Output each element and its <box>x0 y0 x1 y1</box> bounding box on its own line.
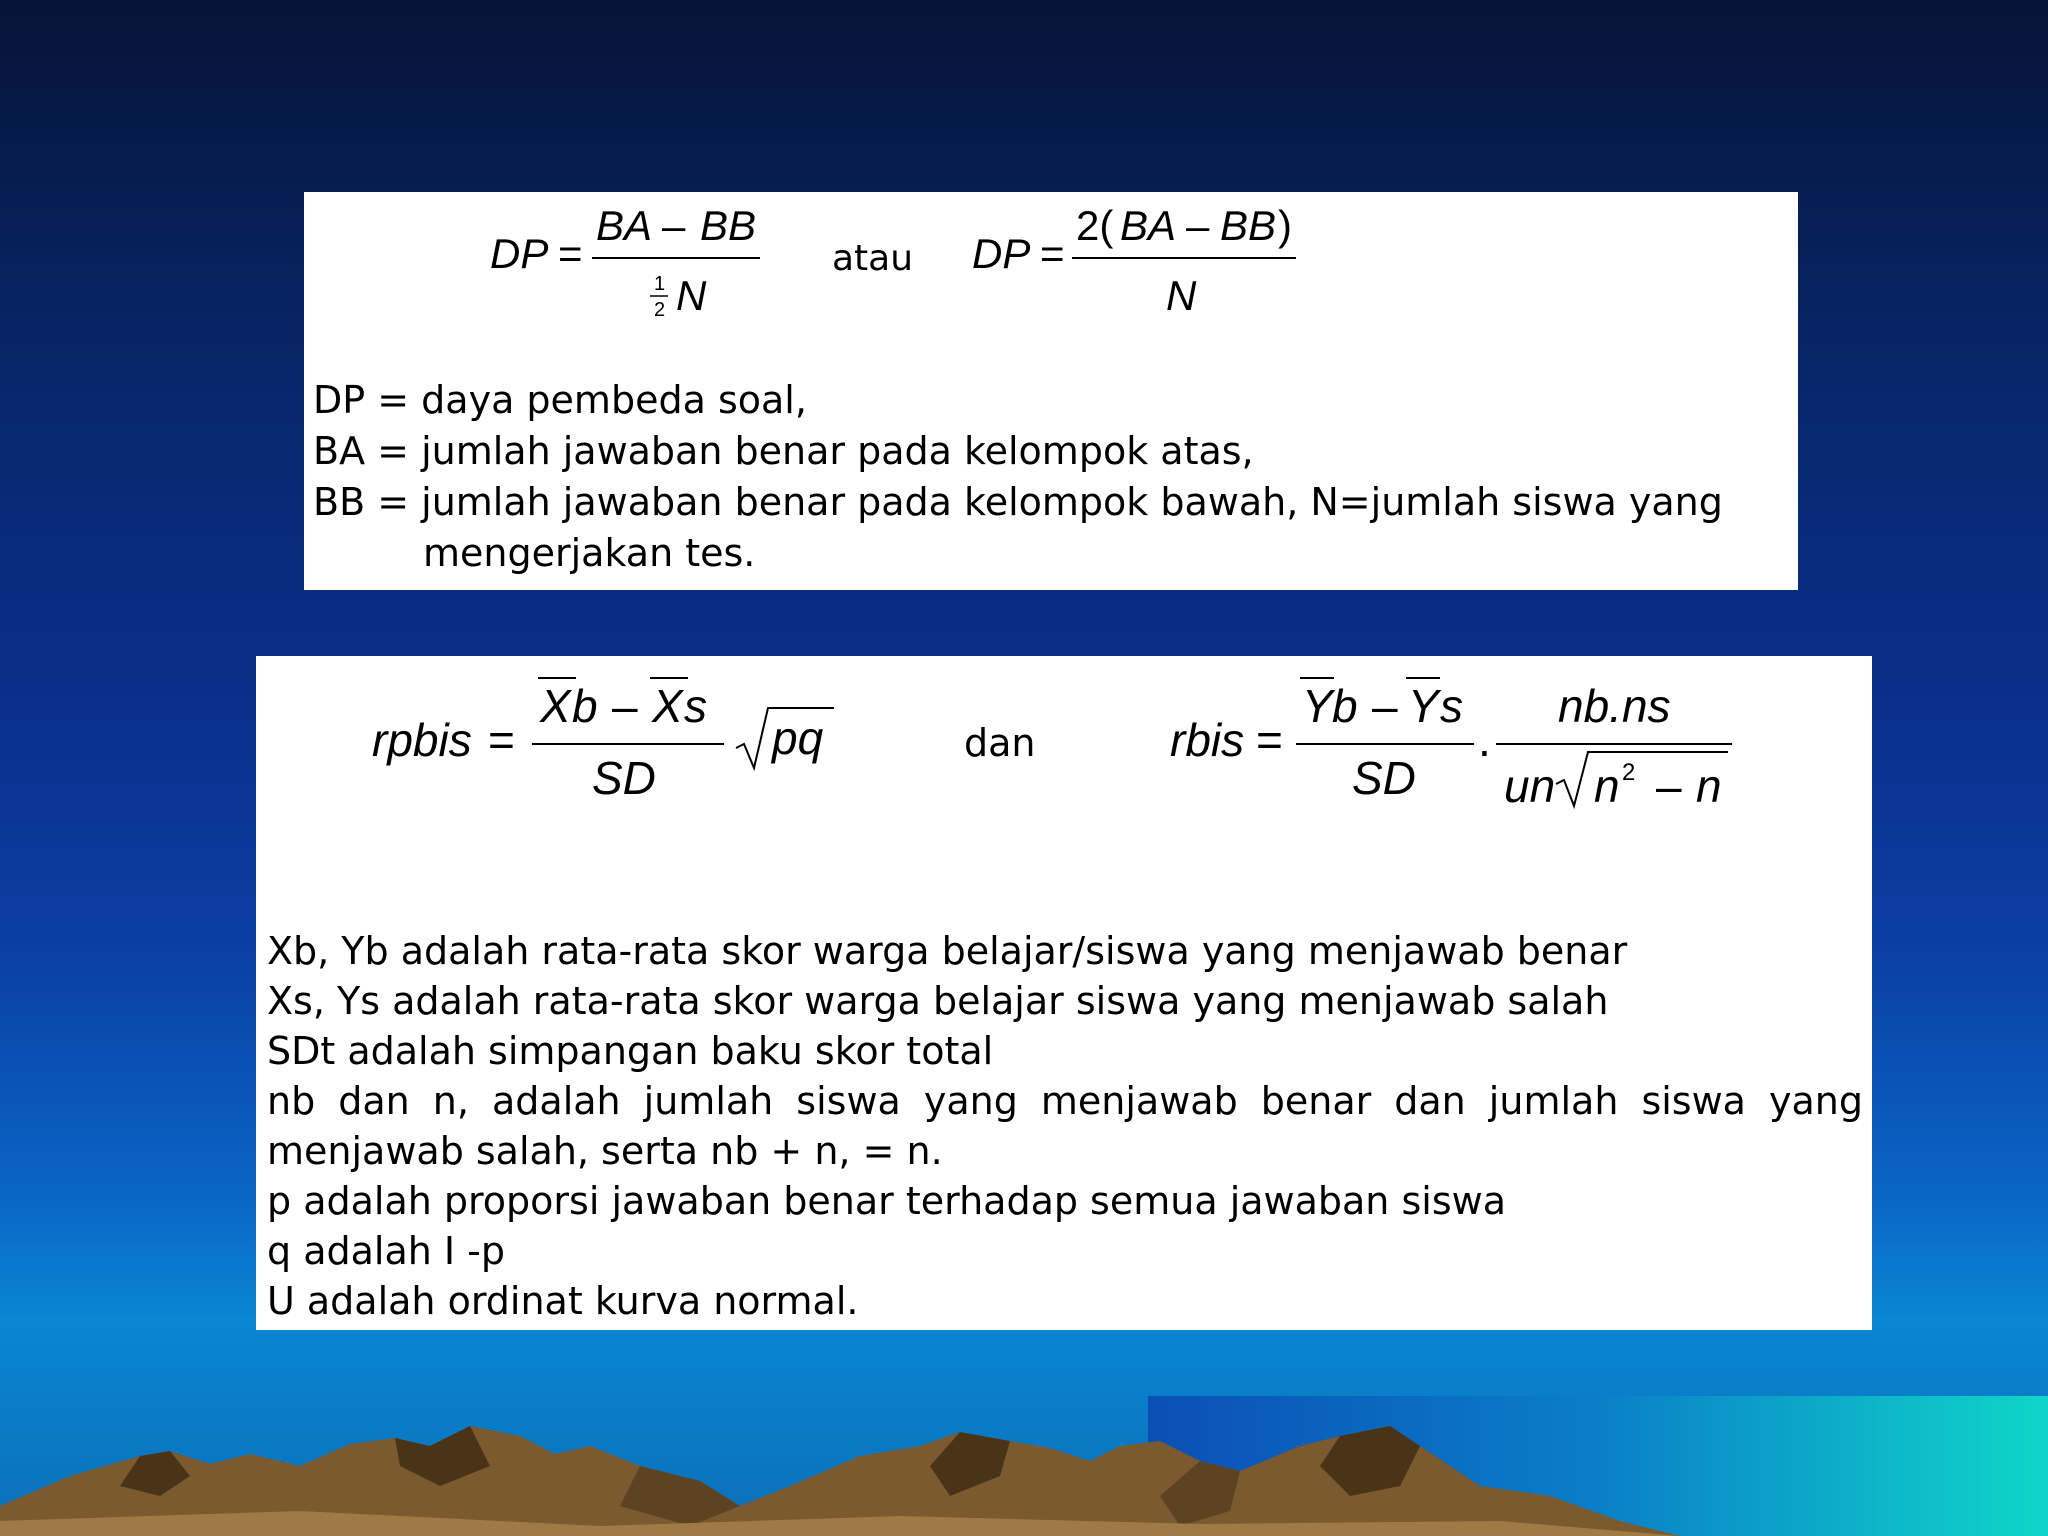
def-p: p adalah proporsi jawaban benar terhadap semua jawaban siswa <box>267 1179 1506 1223</box>
dp2-num-close: ) <box>1278 202 1292 249</box>
rpbis-label: rpbis <box>372 714 472 766</box>
mountain-range-illustration <box>0 1336 2048 1536</box>
rbis-frac2-n: n <box>1594 760 1620 812</box>
rbis-label: rbis <box>1170 714 1245 766</box>
rbis-num-y1: Y <box>1302 680 1333 732</box>
def-nb-n: nb dan n, adalah jumlah siswa yang menjawab benar dan jumlah siswa yang <box>267 1079 1863 1123</box>
def-dp: DP = daya pembeda soal, <box>313 378 807 422</box>
dp-num-ba: BA <box>596 202 653 249</box>
rpbis-num-x2: X <box>652 680 683 732</box>
rbis-frac2-n2: n <box>1696 760 1722 812</box>
def-ba: BA = jumlah jawaban benar pada kelompok atas, <box>313 429 1254 473</box>
dp2-num-ba: BA <box>1120 202 1177 249</box>
dp-formulas <box>304 192 1798 352</box>
rbis-equals: = <box>1256 714 1283 766</box>
formula-box-korelasi-biserial <box>256 656 1872 1330</box>
def-xb-yb: Xb, Yb adalah rata-rata skor warga belajar/siswa yang menjawab benar <box>267 929 1628 973</box>
connector-atau: atau <box>832 238 914 279</box>
biserial-definitions <box>267 926 1863 1326</box>
def-sdt: SDt adalah simpangan baku skor total <box>267 1029 994 1073</box>
biserial-formulas <box>256 656 1872 856</box>
rpbis-num-minus: – <box>612 680 638 732</box>
dp-label: DP <box>490 230 549 277</box>
dp-num-bb: BB <box>700 202 757 249</box>
rpbis-num-s: s <box>684 680 707 732</box>
rpbis-sqrt-pq: pq <box>772 712 824 764</box>
dp2-den-n: N <box>1166 272 1197 319</box>
dp2-equals: = <box>1040 230 1065 277</box>
rbis-frac2-minus: – <box>1656 760 1682 812</box>
dp-num-minus: – <box>662 202 686 249</box>
def-q: q adalah I -p <box>267 1229 506 1273</box>
def-u: U adalah ordinat kurva normal. <box>267 1279 859 1323</box>
def-bb: BB = jumlah jawaban benar pada kelompok bawah, N=jumlah siswa yang <box>313 480 1723 524</box>
dp-half-denominator: 2 <box>654 299 666 321</box>
rpbis-num-b: b <box>572 680 598 732</box>
def-bb-cont: mengerjakan tes. <box>423 531 756 575</box>
rbis-frac2-un: un <box>1504 760 1556 812</box>
rbis-num-minus: – <box>1372 680 1398 732</box>
rbis-num-s: s <box>1440 680 1463 732</box>
rbis-num-b: b <box>1332 680 1358 732</box>
rpbis-equals: = <box>488 714 515 766</box>
formula-box-daya-pembeda <box>304 192 1798 590</box>
dp2-num-minus: – <box>1186 202 1210 249</box>
def-xs-ys: Xs, Ys adalah rata-rata skor warga belajar siswa yang menjawab salah <box>267 979 1609 1023</box>
rpbis-den-sd: SD <box>592 752 656 804</box>
rpbis-num-x1: X <box>540 680 571 732</box>
dp2-label: DP <box>972 230 1031 277</box>
rbis-frac2-exp: 2 <box>1622 759 1636 786</box>
rbis-dot: . <box>1478 714 1491 766</box>
dp2-num-coef: 2( <box>1076 202 1114 249</box>
dp-den-n: N <box>676 272 707 319</box>
rbis-den-sd: SD <box>1352 752 1416 804</box>
dp-equals: = <box>558 230 583 277</box>
dp-half-numerator: 1 <box>654 273 666 295</box>
dp-definitions <box>313 375 1723 579</box>
rbis-frac2-num: nb.ns <box>1558 680 1671 732</box>
rbis-num-y2: Y <box>1408 680 1439 732</box>
def-nb-n-cont: menjawab salah, serta nb + n, = n. <box>267 1129 943 1173</box>
connector-dan: dan <box>964 721 1036 765</box>
dp2-num-bb: BB <box>1220 202 1277 249</box>
